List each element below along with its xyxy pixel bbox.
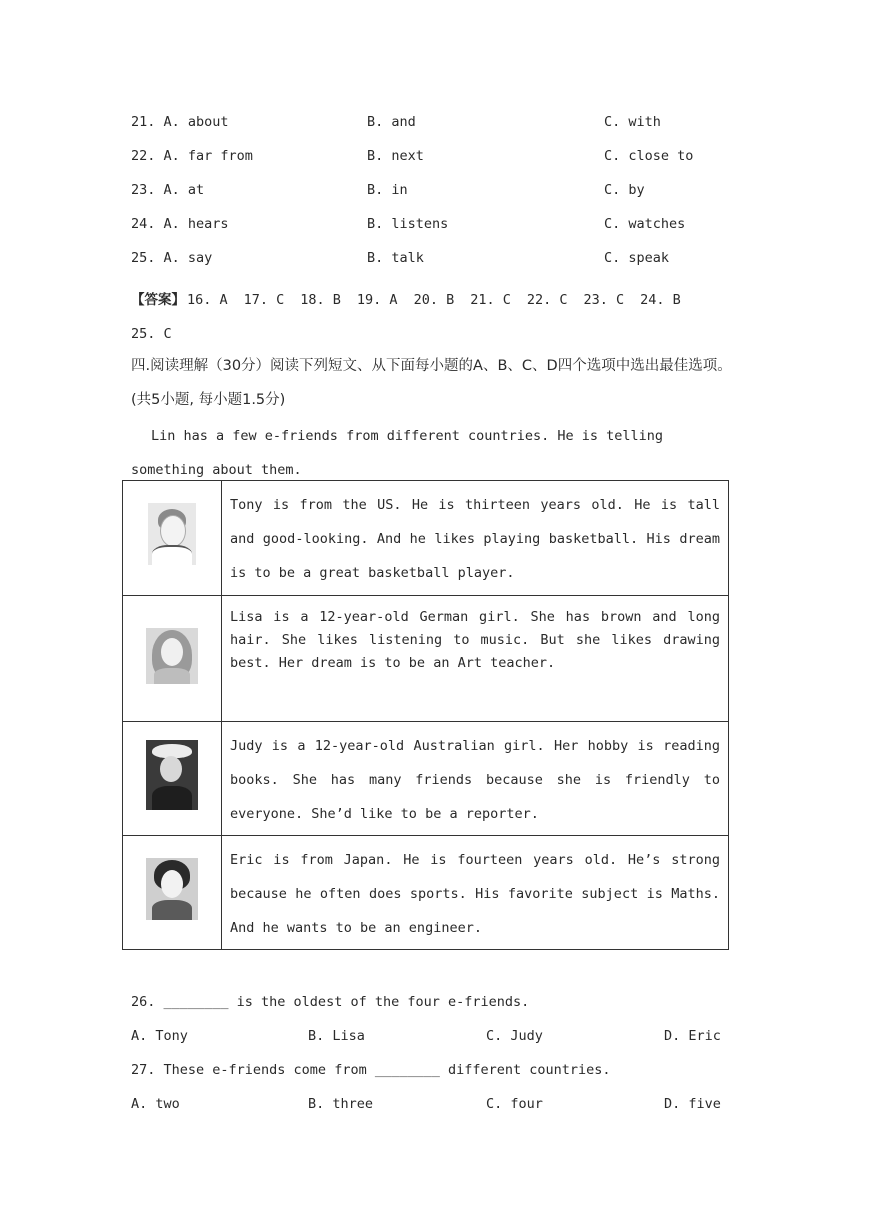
e-friends-table [122,480,729,950]
answer-item: 19. A [356,292,398,308]
question-26-options [131,1026,737,1046]
tony-photo [148,503,196,565]
answer-item: 16. A [187,292,228,308]
judy-photo [146,740,198,810]
option-b: B. Lisa [308,1028,365,1044]
option-row-a [131,180,204,200]
answer-item: 22. C [526,292,568,308]
option-d: D. Eric [664,1028,721,1044]
photo-cell [123,481,222,596]
option-b: B. listens [367,216,449,232]
question-number: 22. [131,148,156,164]
friend-description: Tony is from the US. He is thirteen years old. He is tall and good-looking. And he likes playing basketball. His dream is to be a great basketball player. [222,481,729,596]
answer-item: 24. B [640,292,681,308]
option-c: C. with [604,114,661,130]
answer-key-label: 【答案】 [131,292,185,308]
option-a: A. at [163,182,205,198]
photo-cell [123,722,222,836]
option-b: B. and [367,114,416,130]
option-row-a [131,146,253,166]
option-a: A. far from [163,148,253,164]
question-26-stem: 26. ________ is the oldest of the four e-friends. [131,994,530,1010]
section-heading: 四.阅读理解（30分）阅读下列短文、从下面每小题的A、B、C、D四个选项中选出最佳选项。(共5小题, 每小题1.5分) [131,358,732,408]
option-a: A. say [163,250,213,266]
option-c: C. speak [604,250,670,266]
option-a: A. Tony [131,1028,188,1044]
question-number: 25. [131,250,156,266]
answer-key [131,283,736,351]
option-a: A. about [163,114,229,130]
question-27-stem: 27. These e-friends come from ________ different countries. [131,1062,611,1078]
option-b: B. next [367,148,424,164]
option-a: A. two [131,1096,180,1112]
option-row-a [131,248,212,268]
answer-item: 25. C [131,326,172,342]
friend-row-lisa [123,596,729,722]
question-27-options [131,1094,737,1114]
option-c: C. Judy [486,1028,543,1044]
option-c: C. close to [604,148,694,164]
option-d: D. five [664,1096,721,1112]
question-number: 21. [131,114,156,130]
friend-description: Eric is from Japan. He is fourteen years old. He’s strong because he often does sports. His favorite subject is Maths. And he wants to be an engineer. [222,836,729,950]
friend-row-judy [123,722,729,836]
question-number: 24. [131,216,156,232]
answer-item: 20. B [413,292,455,308]
question-number: 23. [131,182,156,198]
lisa-photo [146,628,198,684]
photo-cell [123,836,222,950]
answer-item: 17. C [243,292,285,308]
option-row-a [131,112,229,132]
answer-item: 23. C [583,292,625,308]
passage-intro: Lin has a few e-friends from different countries. He is telling something about them. [131,428,664,478]
answer-item: 18. B [300,292,341,308]
option-row-a [131,214,229,234]
friend-row-tony [123,481,729,596]
option-c: C. by [604,182,645,198]
option-b: B. three [308,1096,374,1112]
answer-item: 21. C [470,292,511,308]
friend-row-eric [123,836,729,950]
option-b: B. in [367,182,408,198]
friend-description: Judy is a 12-year-old Australian girl. Her hobby is reading books. She has many friends because she is friendly to everyone. She’d like to be a reporter. [222,722,729,836]
option-c: C. four [486,1096,543,1112]
photo-cell [123,596,222,722]
eric-photo [146,858,198,920]
option-a: A. hears [163,216,229,232]
option-c: C. watches [604,216,686,232]
option-b: B. talk [367,250,424,266]
friend-description: Lisa is a 12-year-old German girl. She has brown and long hair. She likes listening to music. But she likes drawing best. Her dream is to be an Art teacher. [222,596,729,722]
